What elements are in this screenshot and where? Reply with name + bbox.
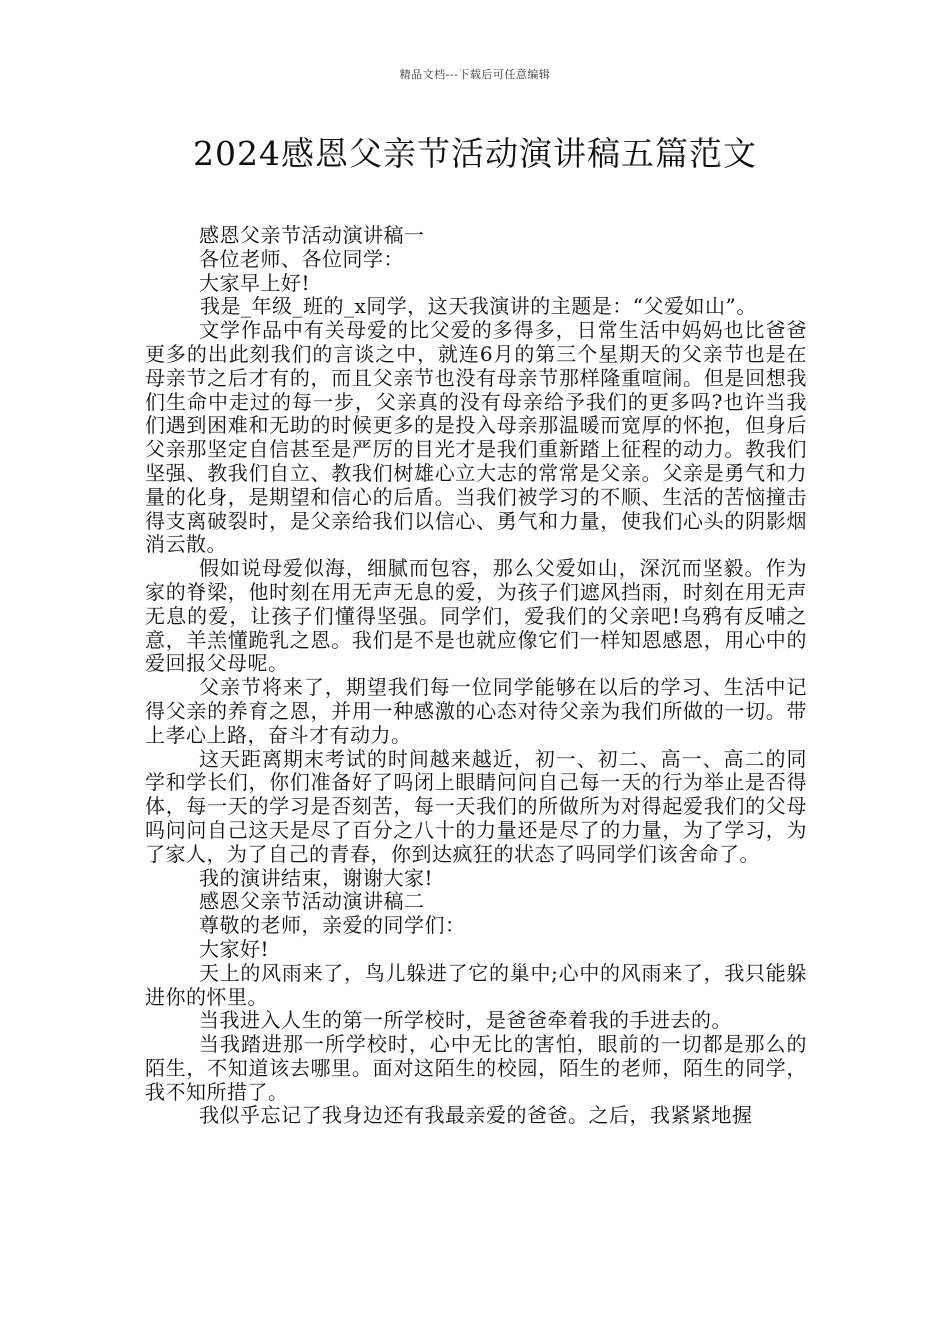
paragraph: 父亲节将来了，期望我们每一位同学能够在以后的学习、生活中记得父亲的养育之恩，并用一种感激的心态对待父亲为我们所做的一切。带上孝心上路，奋斗才有动力。	[145, 675, 807, 747]
page-header-note: 精品文档---下载后可任意编辑	[399, 68, 551, 81]
document-body	[145, 224, 807, 1128]
document-title: 2024感恩父亲节活动演讲稿五篇范文	[193, 134, 757, 173]
paragraph: 我的演讲结束，谢谢大家!	[199, 865, 434, 890]
paragraph: 尊敬的老师，亲爱的同学们：	[199, 913, 466, 938]
paragraph: 大家早上好!	[199, 270, 311, 295]
paragraph: 文学作品中有关母爱的比父爱的多得多，日常生活中妈妈也比爸爸更多的出此刻我们的言谈之中，就连6月的第三个星期天的父亲节也是在母亲节之后才有的，而且父亲节也没有母亲节那样隆重喧闹。但是回想我们生命中走过的每一步，父亲真的没有母亲给予我们的更多吗?也许当我们遇到困难和无助的时候更多的是投入母亲那温暖而宽厚的怀抱，但身后父亲那坚定自信甚至是严厉的目光才是我们重新踏上征程的动力。教我们坚强、教我们自立、教我们树雄心立大志的常常是父亲。父亲是勇气和力量的化身，是期望和信心的后盾。当我们被学习的不顺、生活的苦恼撞击得支离破裂时，是父亲给我们以信心、勇气和力量，使我们心头的阴影烟消云散。	[145, 318, 807, 557]
paragraph: 我是_年级_班的_x同学，这天我演讲的主题是：“父爱如山”。	[200, 294, 757, 319]
paragraph: 大家好!	[199, 936, 270, 961]
paragraph: 当我踏进那一所学校时，心中无比的害怕，眼前的一切都是那么的陌生，不知道该去哪里。面对这陌生的校园，陌生的老师，陌生的同学，我不知所措了。	[145, 1032, 807, 1104]
paragraph: 我似乎忘记了我身边还有我最亲爱的爸爸。之后，我紧紧地握	[199, 1103, 753, 1128]
paragraph: 感恩父亲节活动演讲稿二	[199, 889, 425, 914]
paragraph: 当我进入人生的第一所学校时，是爸爸牵着我的手进去的。	[199, 1008, 732, 1033]
paragraph: 天上的风雨来了，鸟儿躲进了它的巢中;心中的风雨来了，我只能躲进你的怀里。	[145, 960, 807, 1009]
paragraph: 这天距离期末考试的时间越来越近，初一、初二、高一、高二的同学和学长们，你们准备好了吗闭上眼睛问问自己每一天的行为举止是否得体，每一天的学习是否刻苦，每一天我们的所做所为对得起爱我们的父母吗问问自己这天是尽了百分之八十的力量还是尽了的力量，为了学习，为了家人，为了自己的青春，你到达疯狂的状态了吗同学们该舍命了。	[145, 746, 807, 866]
paragraph: 感恩父亲节活动演讲稿一	[199, 223, 425, 247]
paragraph: 假如说母爱似海，细腻而包容，那么父爱如山，深沉而坚毅。作为家的脊梁，他时刻在用无声无息的爱，为孩子们遮风挡雨，时刻在用无声无息的爱，让孩子们懂得坚强。同学们，爱我们的父亲吧!乌鸦有反哺之意，羊羔懂跪乳之恩。我们是不是也就应像它们一样知恩感恩，用心中的爱回报父母呢。	[145, 556, 807, 676]
paragraph: 各位老师、各位同学：	[199, 246, 404, 271]
